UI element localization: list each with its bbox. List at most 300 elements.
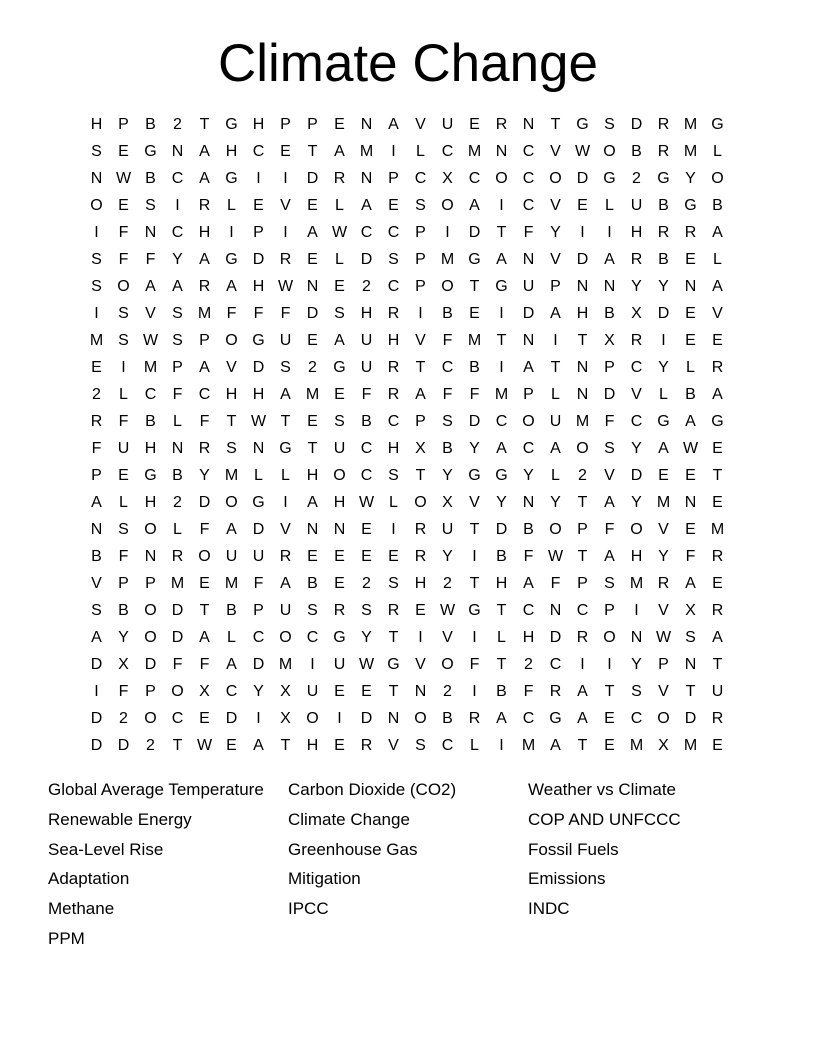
grid-row — [83, 570, 731, 597]
grid-letter: D — [306, 170, 319, 187]
grid-letter: V — [631, 386, 642, 403]
grid-letter: S — [334, 305, 345, 322]
grid-letter: R — [711, 710, 724, 727]
grid-letter: I — [283, 170, 288, 187]
grid-letter: O — [441, 197, 454, 214]
grid-letter: W — [439, 602, 456, 619]
grid-letter: C — [252, 143, 265, 160]
grid-letter: B — [712, 197, 723, 214]
grid-letter: C — [171, 224, 184, 241]
grid-letter: N — [90, 170, 103, 187]
grid-letter: E — [604, 737, 615, 754]
grid-letter: S — [604, 116, 615, 133]
grid-letter: I — [283, 224, 288, 241]
grid-letter: A — [550, 737, 561, 754]
grid-letter: F — [118, 413, 129, 430]
grid-row — [83, 651, 731, 678]
grid-letter: N — [360, 170, 373, 187]
grid-letter: M — [521, 737, 536, 754]
grid-row — [83, 354, 731, 381]
grid-letter: 2 — [443, 575, 452, 592]
grid-letter: H — [387, 332, 400, 349]
grid-letter: O — [144, 629, 157, 646]
grid-letter: P — [577, 521, 588, 538]
grid-letter: O — [603, 629, 616, 646]
grid-letter: I — [175, 197, 180, 214]
grid-letter: A — [685, 413, 696, 430]
grid-letter: L — [713, 143, 722, 160]
grid-letter: L — [686, 359, 695, 376]
grid-letter: D — [90, 710, 103, 727]
grid-letter: H — [360, 305, 373, 322]
grid-letter: C — [171, 710, 184, 727]
grid-letter: M — [467, 143, 482, 160]
grid-letter: N — [360, 116, 373, 133]
grid-letter: N — [603, 278, 616, 295]
grid-letter: F — [199, 521, 210, 538]
grid-letter: X — [442, 170, 453, 187]
grid-letter: A — [307, 224, 318, 241]
grid-letter: A — [712, 629, 723, 646]
grid-letter: S — [334, 413, 345, 430]
grid-letter: L — [659, 386, 668, 403]
grid-row — [83, 516, 731, 543]
grid-letter: P — [415, 224, 426, 241]
grid-letter: A — [712, 224, 723, 241]
grid-letter: R — [360, 737, 373, 754]
grid-letter: G — [576, 116, 589, 133]
grid-letter: R — [279, 251, 292, 268]
grid-letter: H — [252, 386, 265, 403]
grid-letter: B — [145, 116, 156, 133]
grid-letter: T — [550, 359, 561, 376]
grid-letter: O — [279, 629, 292, 646]
grid-letter: A — [415, 386, 426, 403]
grid-letter: V — [415, 116, 426, 133]
grid-letter: T — [415, 359, 426, 376]
grid-letter: E — [199, 575, 210, 592]
grid-letter: U — [360, 332, 373, 349]
grid-letter: D — [549, 629, 562, 646]
grid-letter: P — [253, 224, 264, 241]
grid-letter: R — [198, 440, 211, 457]
grid-letter: O — [144, 602, 157, 619]
grid-letter: M — [224, 575, 239, 592]
grid-letter: Y — [658, 359, 669, 376]
grid-row — [83, 219, 731, 246]
grid-letter: D — [684, 710, 697, 727]
grid-letter: C — [522, 197, 535, 214]
grid-letter: R — [414, 548, 427, 565]
grid-letter: V — [604, 467, 615, 484]
grid-letter: D — [576, 170, 589, 187]
grid-letter: N — [333, 521, 346, 538]
grid-letter: G — [549, 710, 562, 727]
grid-letter: G — [333, 629, 346, 646]
grid-letter: O — [441, 656, 454, 673]
grid-letter: F — [199, 656, 210, 673]
grid-letter: B — [91, 548, 102, 565]
grid-letter: L — [335, 251, 344, 268]
grid-letter: P — [604, 359, 615, 376]
grid-letter: U — [333, 656, 346, 673]
grid-letter: E — [685, 467, 696, 484]
grid-letter: A — [469, 197, 480, 214]
grid-letter: C — [441, 143, 454, 160]
grid-letter: E — [307, 251, 318, 268]
grid-letter: I — [283, 494, 288, 511]
grid-letter: O — [630, 521, 643, 538]
grid-letter: D — [225, 710, 238, 727]
word-list-item: Climate Change — [288, 809, 410, 829]
grid-row — [83, 678, 731, 705]
grid-letter: V — [658, 683, 669, 700]
grid-row — [83, 462, 731, 489]
grid-letter: O — [441, 278, 454, 295]
grid-letter: F — [118, 224, 129, 241]
grid-letter: W — [250, 413, 267, 430]
grid-letter: A — [226, 521, 237, 538]
grid-letter: E — [361, 683, 372, 700]
grid-letter: E — [469, 116, 480, 133]
grid-letter: T — [496, 656, 507, 673]
grid-letter: T — [469, 575, 480, 592]
grid-letter: D — [657, 305, 670, 322]
grid-letter: C — [306, 629, 319, 646]
grid-letter: T — [469, 521, 480, 538]
grid-letter: 2 — [173, 494, 182, 511]
grid-letter: V — [658, 602, 669, 619]
grid-letter: V — [658, 521, 669, 538]
grid-letter: P — [253, 602, 264, 619]
grid-letter: M — [278, 656, 293, 673]
grid-letter: L — [335, 197, 344, 214]
grid-letter: L — [470, 737, 479, 754]
word-list-item: Carbon Dioxide (CO2) — [288, 780, 457, 799]
grid-letter: F — [604, 413, 615, 430]
grid-letter: H — [306, 467, 319, 484]
grid-letter: F — [118, 683, 129, 700]
grid-letter: N — [144, 548, 157, 565]
grid-letter: A — [496, 440, 507, 457]
grid-letter: I — [229, 224, 234, 241]
grid-letter: O — [333, 467, 346, 484]
grid-letter: A — [577, 710, 588, 727]
grid-letter: N — [630, 629, 643, 646]
grid-letter: L — [281, 467, 290, 484]
grid-row — [83, 435, 731, 462]
grid-letter: C — [522, 710, 535, 727]
grid-letter: A — [523, 359, 534, 376]
grid-letter: C — [630, 413, 643, 430]
grid-letter: C — [441, 737, 454, 754]
grid-letter: Y — [496, 494, 507, 511]
grid-letter: I — [499, 359, 504, 376]
grid-letter: N — [144, 224, 157, 241]
grid-letter: R — [630, 251, 643, 268]
grid-letter: C — [576, 602, 589, 619]
grid-letter: E — [712, 440, 723, 457]
grid-letter: A — [199, 629, 210, 646]
grid-letter: R — [333, 602, 346, 619]
grid-letter: W — [655, 629, 672, 646]
grid-letter: L — [119, 386, 128, 403]
grid-letter: T — [415, 467, 426, 484]
grid-letter: H — [333, 494, 346, 511]
grid-letter: M — [629, 575, 644, 592]
grid-letter: P — [145, 575, 156, 592]
grid-letter: R — [711, 548, 724, 565]
grid-letter: T — [496, 224, 507, 241]
word-list-item: Methane — [48, 899, 115, 919]
grid-letter: C — [360, 440, 373, 457]
grid-letter: G — [468, 602, 481, 619]
grid-letter: H — [252, 278, 265, 295]
grid-row — [83, 705, 731, 732]
grid-letter: W — [142, 332, 159, 349]
grid-letter: S — [145, 197, 156, 214]
grid-letter: R — [198, 197, 211, 214]
grid-letter: D — [252, 521, 265, 538]
grid-letter: G — [468, 467, 481, 484]
grid-letter: T — [496, 332, 507, 349]
grid-letter: O — [225, 494, 238, 511]
grid-row — [83, 273, 731, 300]
grid-letter: B — [442, 440, 453, 457]
grid-letter: S — [91, 278, 102, 295]
grid-letter: X — [658, 737, 669, 754]
grid-row — [83, 165, 731, 192]
grid-letter: E — [334, 278, 345, 295]
word-search-grid — [83, 111, 731, 759]
grid-letter: T — [577, 332, 588, 349]
grid-letter: E — [226, 737, 237, 754]
grid-letter: B — [442, 710, 453, 727]
grid-letter: F — [442, 386, 453, 403]
grid-letter: O — [711, 170, 724, 187]
grid-letter: G — [495, 278, 508, 295]
grid-row — [83, 489, 731, 516]
grid-letter: Y — [685, 170, 696, 187]
grid-letter: E — [685, 305, 696, 322]
grid-letter: S — [631, 683, 642, 700]
grid-letter: W — [358, 494, 375, 511]
grid-letter: U — [333, 440, 346, 457]
grid-letter: E — [388, 197, 399, 214]
grid-letter: 2 — [173, 116, 182, 133]
grid-letter: O — [576, 440, 589, 457]
grid-letter: S — [118, 305, 129, 322]
grid-letter: S — [172, 332, 183, 349]
grid-letter: S — [388, 575, 399, 592]
grid-letter: F — [469, 656, 480, 673]
grid-letter: H — [225, 143, 238, 160]
grid-letter: S — [226, 440, 237, 457]
grid-letter: P — [415, 251, 426, 268]
grid-letter: A — [658, 440, 669, 457]
grid-letter: B — [361, 413, 372, 430]
grid-letter: C — [144, 386, 157, 403]
grid-letter: O — [549, 170, 562, 187]
grid-letter: S — [442, 413, 453, 430]
grid-letter: A — [145, 278, 156, 295]
grid-letter: U — [306, 683, 319, 700]
grid-letter: U — [225, 548, 238, 565]
grid-letter: E — [334, 548, 345, 565]
grid-letter: N — [306, 521, 319, 538]
grid-letter: I — [94, 683, 99, 700]
grid-letter: R — [711, 602, 724, 619]
grid-letter: O — [225, 332, 238, 349]
grid-letter: U — [522, 278, 535, 295]
grid-letter: P — [118, 575, 129, 592]
grid-letter: H — [90, 116, 103, 133]
grid-letter: Y — [523, 467, 534, 484]
grid-row — [83, 192, 731, 219]
grid-letter: L — [497, 629, 506, 646]
grid-letter: T — [712, 656, 723, 673]
grid-letter: G — [252, 494, 265, 511]
grid-letter: D — [90, 656, 103, 673]
grid-letter: R — [684, 224, 697, 241]
grid-letter: P — [550, 278, 561, 295]
grid-letter: H — [522, 629, 535, 646]
grid-letter: G — [225, 170, 238, 187]
grid-letter: H — [387, 440, 400, 457]
grid-row — [83, 624, 731, 651]
grid-letter: Y — [631, 656, 642, 673]
grid-letter: R — [333, 170, 346, 187]
grid-letter: O — [495, 170, 508, 187]
grid-letter: 2 — [308, 359, 317, 376]
grid-letter: A — [91, 629, 102, 646]
grid-letter: U — [279, 332, 292, 349]
grid-letter: T — [307, 440, 318, 457]
grid-row — [83, 138, 731, 165]
grid-letter: N — [684, 278, 697, 295]
grid-letter: T — [280, 737, 291, 754]
grid-letter: C — [198, 386, 211, 403]
grid-letter: E — [604, 710, 615, 727]
grid-letter: C — [630, 710, 643, 727]
grid-letter: G — [657, 170, 670, 187]
grid-letter: I — [580, 656, 585, 673]
grid-letter: I — [661, 332, 666, 349]
grid-letter: G — [657, 413, 670, 430]
grid-letter: P — [307, 116, 318, 133]
grid-letter: A — [226, 278, 237, 295]
grid-letter: R — [198, 278, 211, 295]
grid-letter: 2 — [146, 737, 155, 754]
grid-letter: L — [551, 386, 560, 403]
grid-letter: A — [199, 251, 210, 268]
grid-letter: S — [604, 575, 615, 592]
grid-letter: X — [442, 494, 453, 511]
grid-letter: I — [445, 224, 450, 241]
grid-letter: P — [91, 467, 102, 484]
grid-letter: V — [712, 305, 723, 322]
grid-letter: V — [469, 494, 480, 511]
grid-letter: V — [415, 656, 426, 673]
grid-letter: S — [118, 332, 129, 349]
grid-letter: B — [307, 575, 318, 592]
grid-letter: H — [630, 224, 643, 241]
grid-letter: T — [550, 116, 561, 133]
grid-letter: C — [360, 224, 373, 241]
grid-letter: C — [387, 224, 400, 241]
grid-letter: R — [711, 359, 724, 376]
grid-letter: A — [712, 278, 723, 295]
grid-letter: E — [361, 521, 372, 538]
grid-letter: I — [94, 305, 99, 322]
grid-letter: R — [657, 224, 670, 241]
grid-letter: A — [550, 440, 561, 457]
grid-letter: C — [414, 170, 427, 187]
grid-letter: C — [522, 440, 535, 457]
grid-letter: L — [173, 521, 182, 538]
grid-letter: P — [604, 602, 615, 619]
grid-letter: M — [467, 332, 482, 349]
grid-letter: N — [495, 143, 508, 160]
grid-letter: C — [495, 413, 508, 430]
grid-letter: Y — [550, 224, 561, 241]
grid-letter: 2 — [92, 386, 101, 403]
grid-letter: Y — [253, 683, 264, 700]
grid-letter: H — [576, 305, 589, 322]
grid-letter: S — [118, 521, 129, 538]
grid-letter: W — [358, 656, 375, 673]
grid-letter: C — [468, 170, 481, 187]
grid-letter: T — [604, 683, 615, 700]
grid-letter: X — [199, 683, 210, 700]
grid-letter: X — [280, 683, 291, 700]
grid-letter: R — [468, 710, 481, 727]
grid-letter: N — [576, 359, 589, 376]
grid-letter: C — [522, 170, 535, 187]
grid-letter: O — [306, 710, 319, 727]
grid-letter: R — [90, 413, 103, 430]
grid-letter: T — [388, 629, 399, 646]
grid-letter: A — [199, 359, 210, 376]
grid-letter: E — [658, 467, 669, 484]
word-list-item: IPCC — [288, 899, 329, 919]
grid-letter: A — [604, 494, 615, 511]
grid-letter: H — [414, 575, 427, 592]
grid-letter: X — [604, 332, 615, 349]
grid-letter: F — [550, 575, 561, 592]
grid-letter: E — [334, 386, 345, 403]
grid-letter: E — [388, 548, 399, 565]
grid-letter: F — [172, 386, 183, 403]
grid-letter: E — [685, 251, 696, 268]
grid-letter: N — [414, 683, 427, 700]
grid-letter: E — [361, 548, 372, 565]
grid-letter: A — [91, 494, 102, 511]
grid-letter: D — [468, 224, 481, 241]
grid-letter: L — [119, 494, 128, 511]
grid-letter: R — [414, 521, 427, 538]
grid-letter: O — [117, 278, 130, 295]
grid-letter: U — [549, 413, 562, 430]
grid-letter: N — [306, 278, 319, 295]
grid-letter: E — [334, 575, 345, 592]
grid-row — [83, 300, 731, 327]
grid-letter: S — [307, 602, 318, 619]
grid-letter: T — [577, 548, 588, 565]
grid-letter: C — [522, 602, 535, 619]
word-list — [48, 778, 768, 957]
grid-letter: 2 — [578, 467, 587, 484]
